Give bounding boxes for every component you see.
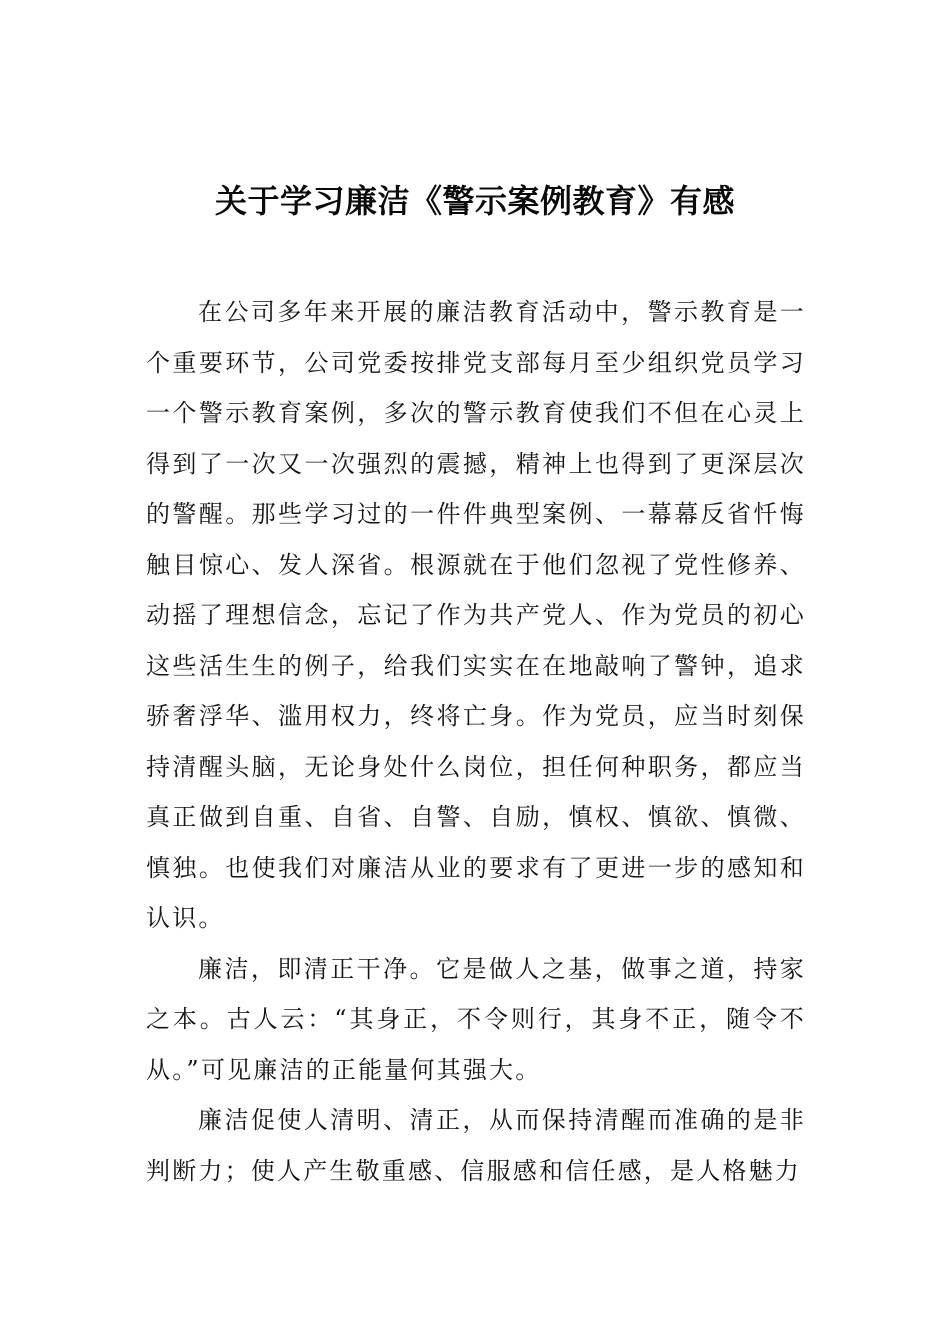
document-body: [146, 287, 806, 1196]
paragraph-2: 廉洁，即清正干净。它是做人之基，做事之道，持家之本。古人云：“其身正，不令则行，其身不正，随令不从。”可见廉洁的正能量何其强大。: [146, 954, 806, 1084]
document-title: 关于学习廉洁《警示案例教育》有感: [214, 182, 735, 221]
paragraph-3: 廉洁促使人清明、清正，从而保持清醒而准确的是非判断力；使人产生敬重感、信服感和信任感，是人格魅力: [146, 1106, 806, 1185]
paragraph-1: 在公司多年来开展的廉洁教育活动中，警示教育是一个重要环节，公司党委按排党支部每月至少组织党员学习一个警示教育案例，多次的警示教育使我们不但在心灵上得到了一次又一次强烈的震撼，精神上也得到了更深层次的警醒。那些学习过的一件件典型案例、一幕幕反省忏悔触目惊心、发人深省。根源就在于他们忽视了党性修养、动摇了理想信念，忘记了作为共产党人、作为党员的初心这些活生生的例子，给我们实实在在地敲响了警钟，追求骄奢浮华、滥用权力，终将亡身。作为党员，应当时刻保持清醒头脑，无论身处什么岗位，担任何种职务，都应当真正做到自重、自省、自警、自励，慎权、慎欲、慎微、慎独。也使我们对廉洁从业的要求有了更进一步的感知和认识。: [146, 298, 806, 932]
